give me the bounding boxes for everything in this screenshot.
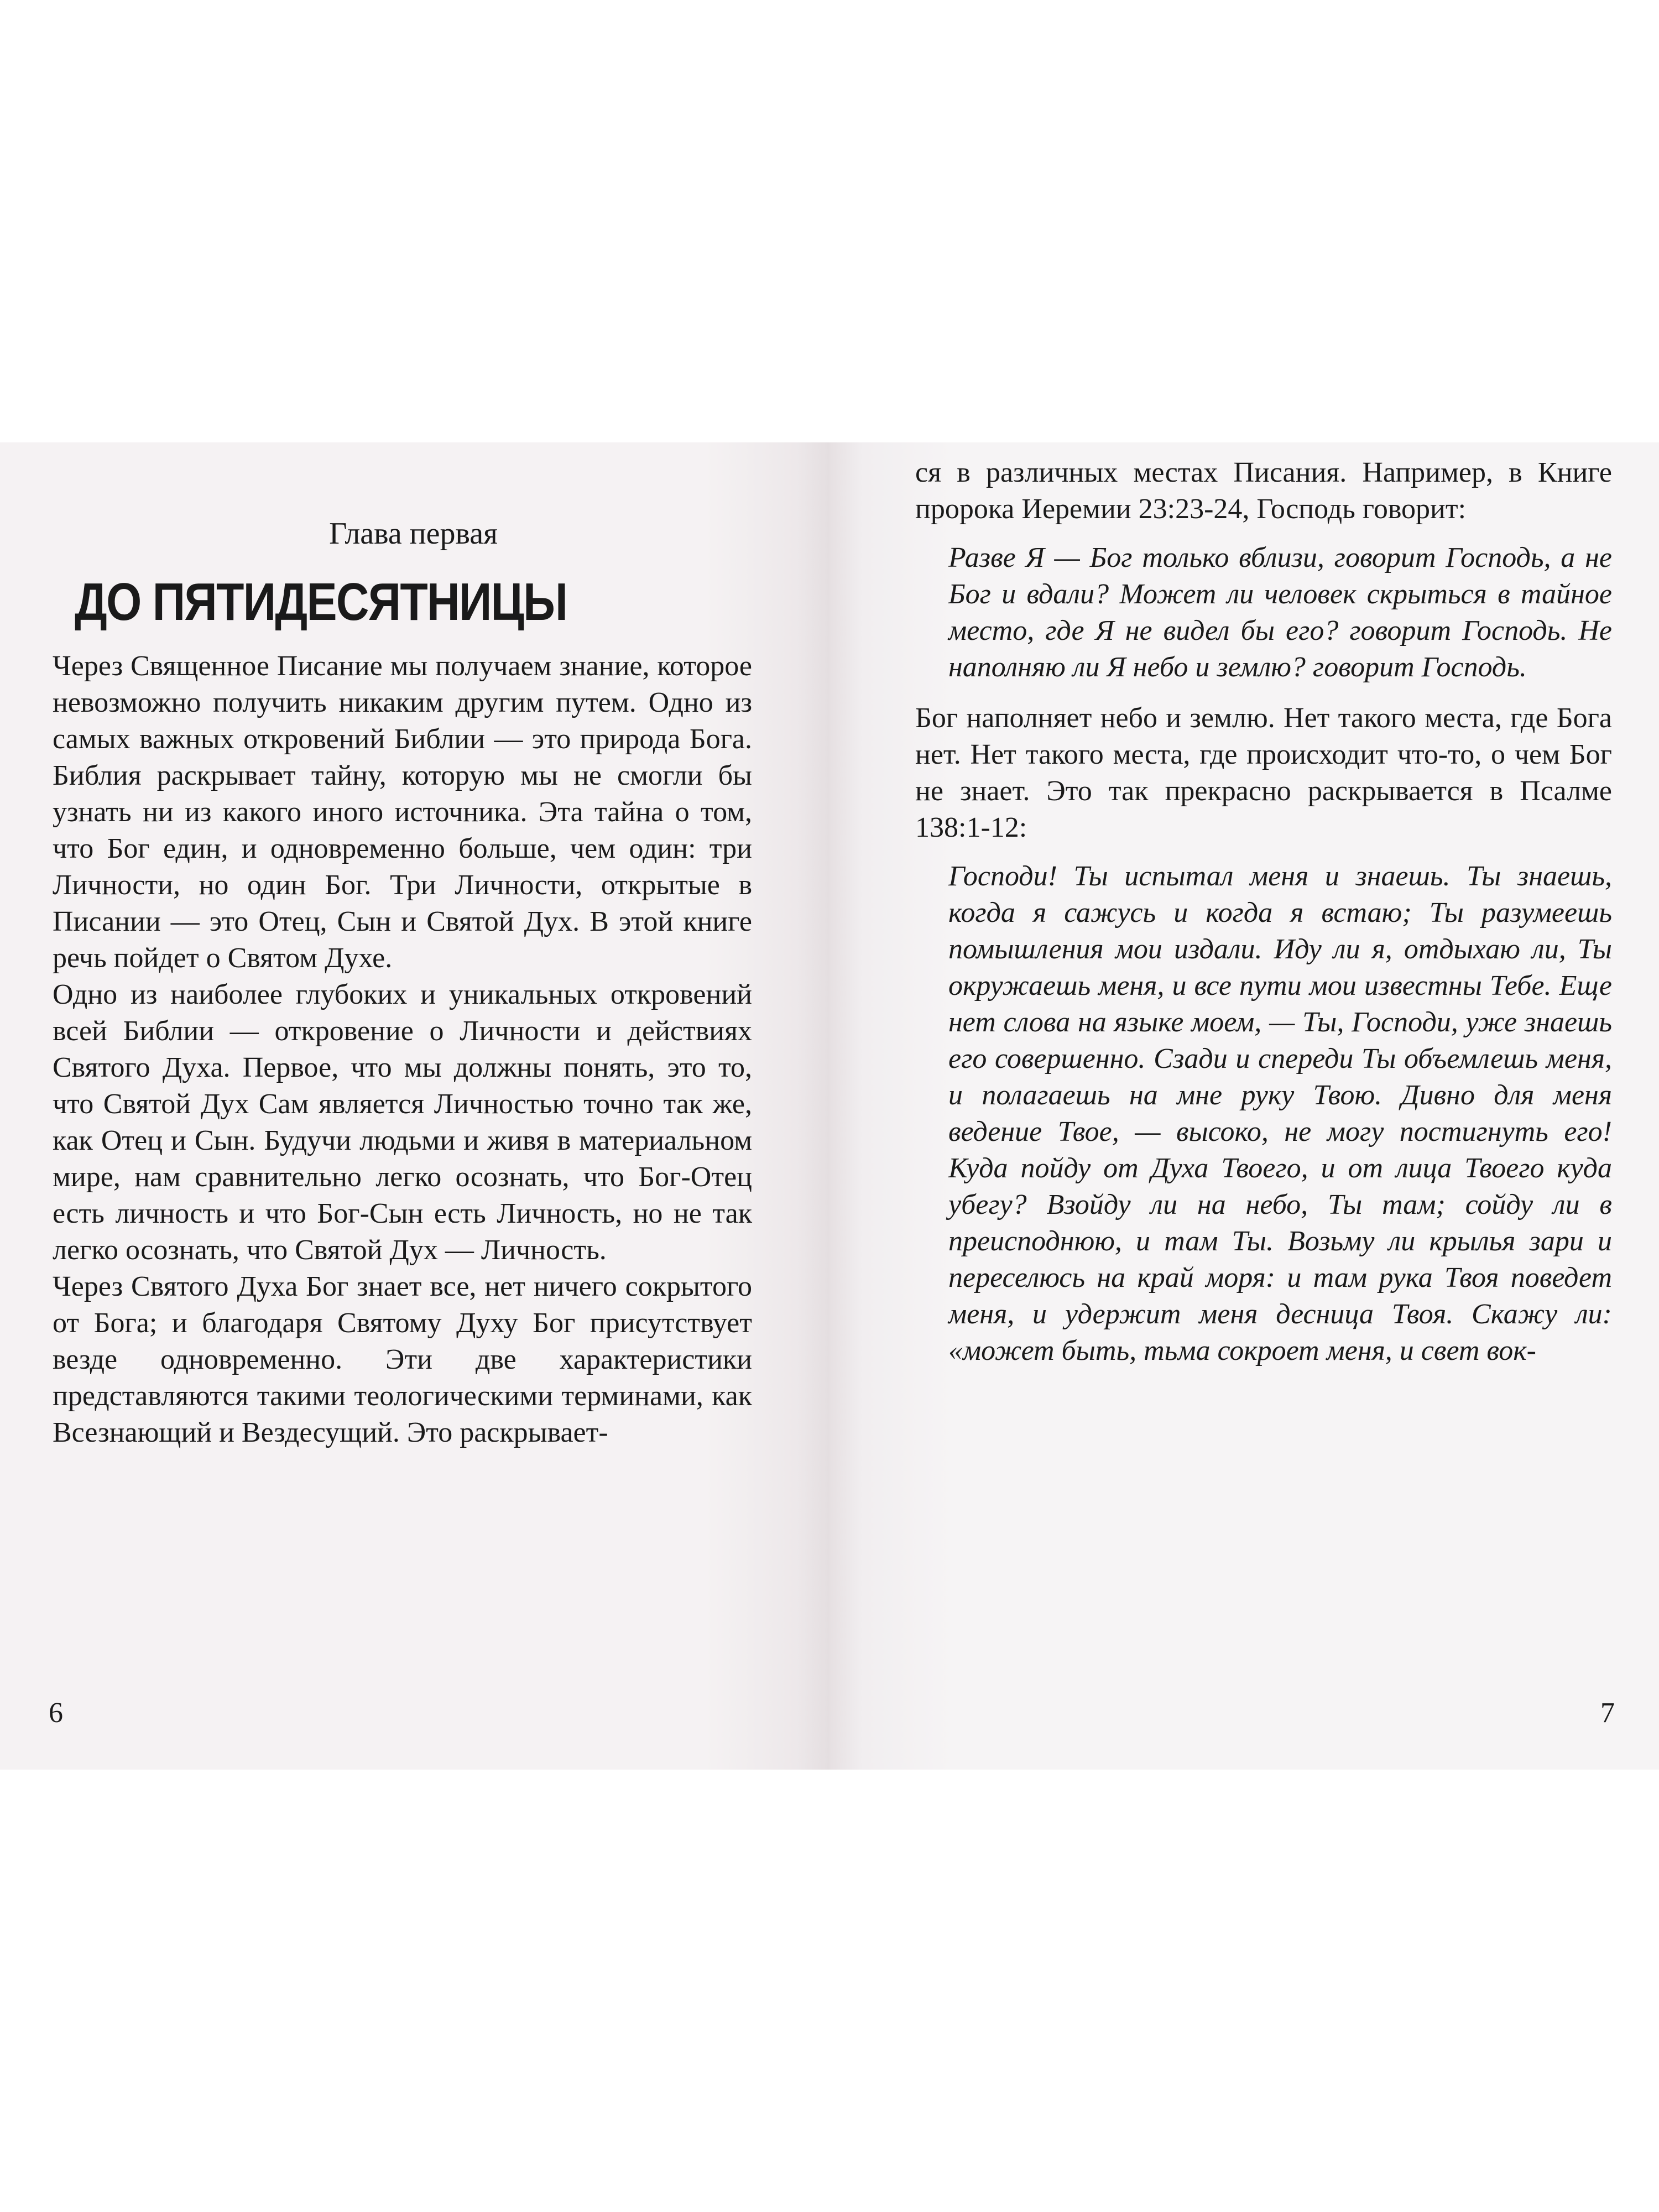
scripture-quote-psalm: Господи! Ты испытал меня и знаешь. Ты знаешь, когда я сажусь и когда я встаю; Ты разумеешь помышления мои издали. Иду ли я, отдыхаю ли, Ты окружаешь меня, и все пути мои известны Тебе. Еще нет слова на языке моем, — Ты, Господи, уже знаешь его совершенно. Сзади и спереди Ты объемлешь меня, и полагаешь на мне руку Твою. Дивно для меня ведение Твое, — высоко, не могу постигнуть его! Куда пойду от Духа Твоего, и от лица Твоего куда убегу? Взойду ли на небо, Ты там; сойду ли в преисподнюю, и там Ты. Возьму ли крылья зари и переселюсь на край моря: и там рука Твоя поведет меня, и удержит меня десница Твоя. Скажу ли: «может быть, тьма сокроет меня, и свет вок- — [948, 860, 1612, 1366]
scripture-quote-jeremiah: Разве Я — Бог только вблизи, говорит Господь, а не Бог и вдали? Может ли человек скрыться в тайное место, где Я не видел бы его? говорит Господь. Не наполняю ли Я небо и землю? говорит Господь. — [948, 542, 1612, 683]
chapter-label: Глава первая — [329, 517, 498, 551]
right-page-content — [915, 455, 1612, 1384]
paragraph: Через Святого Духа Бог знает все, нет ничего сокрытого от Бога; и благодаря Святому Духу Бог присутствует везде одновременно. Эти две характеристики представляются такими теологическими терминами, как Всезнающий и Вездесущий. Это раскрывает- — [53, 1271, 752, 1448]
page-number-left: 6 — [49, 1697, 63, 1729]
paragraph: Через Священное Писание мы получаем знание, которое невозможно получить никаким другим путем. Одно из самых важных откровений Библии — это природа Бога. Библия раскрывает тайну, которую мы не смогли бы узнать ни из какого иного источника. Эта тайна о том, что Бог един, и одновременно больше, чем один: три Личности, но один Бог. Три Личности, открытые в Писании — это Отец, Сын и Святой Дух. В этой книге речь пойдет о Святом Духе. — [53, 650, 752, 974]
right-page — [830, 442, 1659, 1770]
paragraph: Бог наполняет небо и землю. Нет такого места, где Бога нет. Нет такого места, где происходит что-то, о чем Бог не знает. Это так прекрасно раскрывается в Псалме 138:1-12: — [915, 702, 1612, 843]
paragraph-continued: ся в различных местах Писания. Например, в Книге пророка Иеремии 23:23-24, Господь говорит: — [915, 457, 1612, 525]
chapter-title: ДО ПЯТИДЕСЯТНИЦЫ — [75, 572, 567, 632]
left-page — [0, 442, 830, 1770]
paragraph: Одно из наиболее глубоких и уникальных откровений всей Библии — откровение о Личности и действиях Святого Духа. Первое, что мы должны понять, это то, что Святой Дух Сам является Личностью точно так же, как Отец и Сын. Будучи людьми и живя в материальном мире, нам сравнительно легко осознать, что Бог-Отец есть личность и что Бог-Сын есть Личность, но не так легко осознать, что Святой Дух — Личность. — [53, 979, 752, 1266]
left-page-content — [53, 514, 752, 1451]
book-spread — [0, 442, 1659, 1770]
page-number-right: 7 — [1600, 1697, 1615, 1729]
